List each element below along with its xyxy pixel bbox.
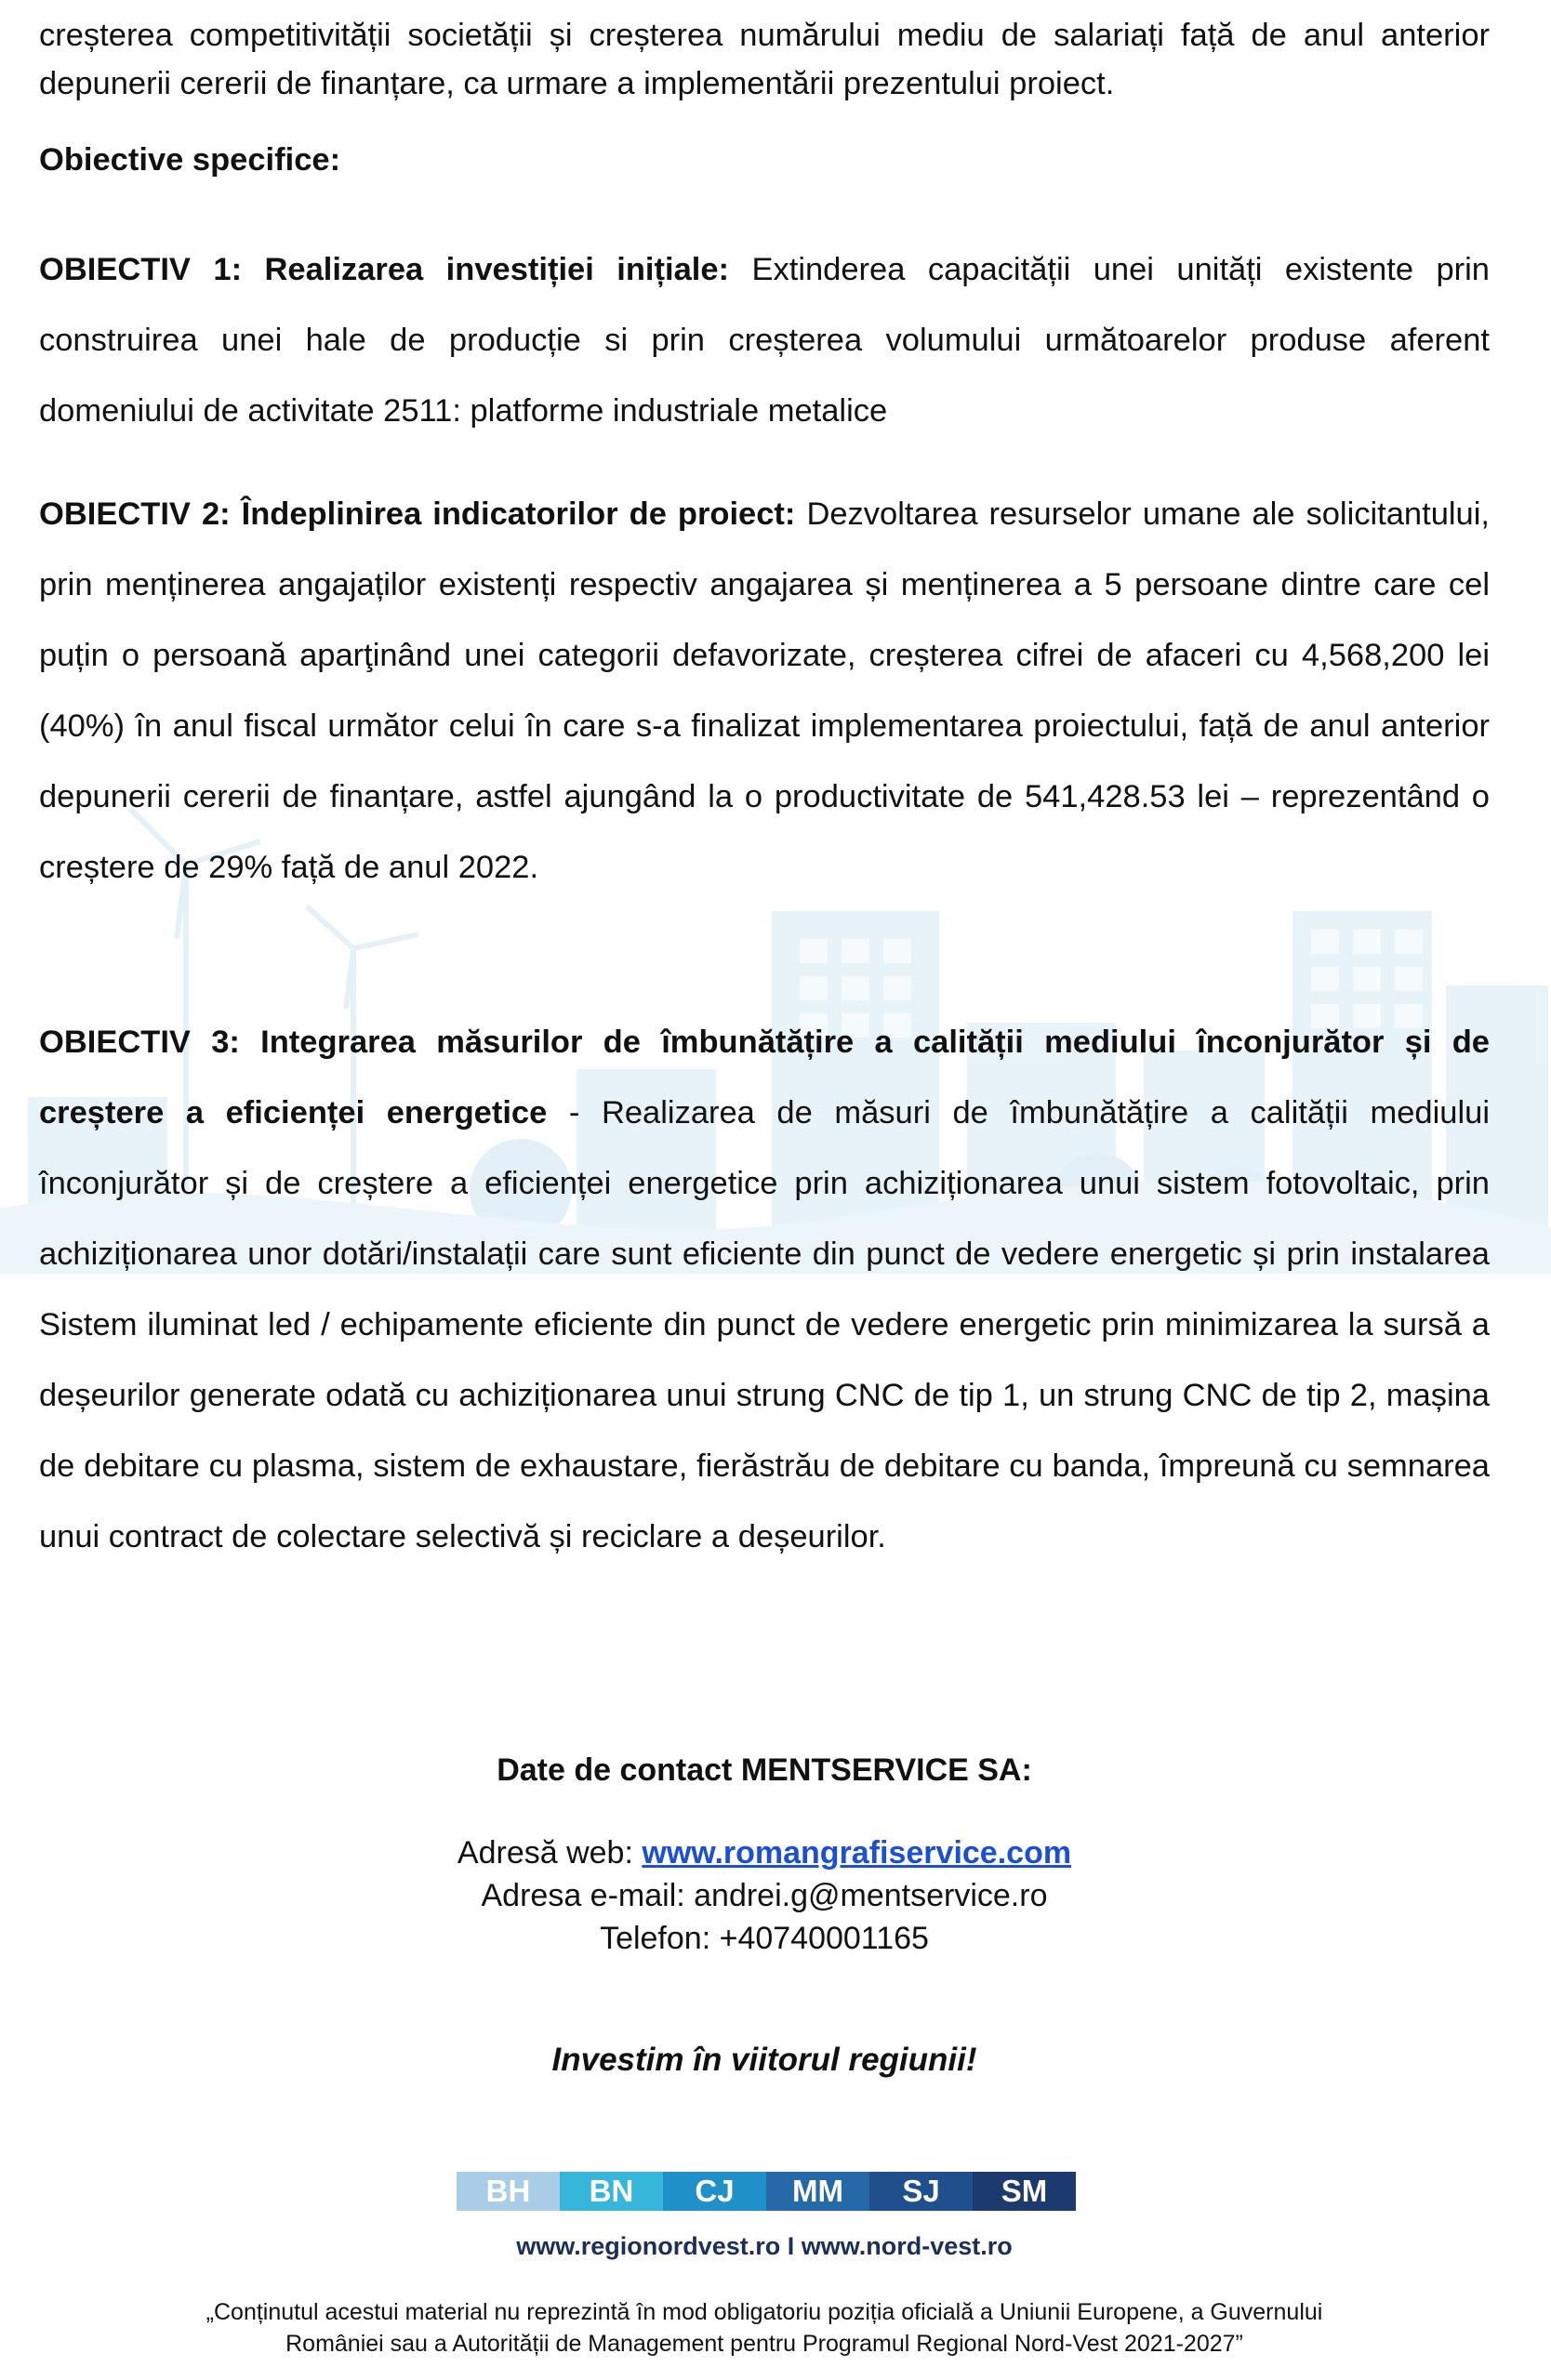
slogan: Investim în viitorul regiunii! (551, 2042, 977, 2078)
disclaimer (95, 2296, 1434, 2360)
objective-1-text: Extinderea capacității unei unități existente prin construirea unei hale de producție si prin creșterea volumului următoarelor produse aferent domeniului de activitate 2511: platforme industriale metalice (39, 252, 1490, 429)
disclaimer-line-1: „Conținutul acestui material nu reprezintă în mod obligatoriu poziția oficială a Uniunii Europene, a Guvernului (205, 2299, 1323, 2325)
region-websites: www.regionordvest.ro I www.nord-vest.ro (516, 2232, 1013, 2260)
region-badge-mm: MM (766, 2172, 869, 2211)
objective-2-title: OBIECTIV 2: Îndeplinirea indicatorilor de proiect: (39, 496, 796, 532)
contact-phone-line: Telefon: +40740001165 (600, 1921, 929, 1956)
contact-web-line (39, 1835, 1490, 1871)
region-badge-bn: BN (560, 2172, 663, 2211)
region-badge-cj: CJ (663, 2172, 766, 2211)
region-code-bar (457, 2172, 1076, 2211)
disclaimer-line-2: României sau a Autorității de Management pentru Programul Regional Nord-Vest 2021-2027” (285, 2331, 1243, 2357)
region-badge-sm: SM (973, 2172, 1076, 2211)
contact-title: Date de contact MENTSERVICE SA: (497, 1752, 1032, 1788)
contact-web-label: Adresă web: (457, 1835, 633, 1871)
objective-3-title: OBIECTIV 3: Integrarea măsurilor de îmbunătățire a calității mediului înconjurător și de creștere a eficienței energetice (39, 1025, 1490, 1130)
specific-objectives-heading: Obiective specifice: (39, 142, 341, 178)
objective-3-text: - Realizarea de măsuri de îmbunătățire a calității mediului înconjurător și de creștere a eficienței energetice prin achiziționarea unui sistem fotovoltaic, prin achiziționarea unor dotări/instalații care sunt eficiente din punct de vedere energetic și prin instalarea Sistem iluminat led / echipamente eficiente din punct de vedere energetic prin minimizarea la sursă a deșeurilor generate odată cu achiziționarea unui strung CNC de tip 1, un strung CNC de tip 2, mașina de debitare cu plasma, sistem de exhaustare, fierăstrău de debitare cu banda, împreună cu semnarea unui contract de colectare selectivă și reciclare a deșeurilor. (39, 1095, 1490, 1554)
contact-web-link[interactable]: www.romangrafiservice.com (642, 1835, 1072, 1871)
objective-2-text: Dezvoltarea resurselor umane ale solicitantului, prin menținerea angajaților existenți respectiv angajarea și menținerea a 5 persoane dintre care cel puțin o persoană aparţinând unei categorii defavorizate, creșterea cifrei de afaceri cu 4,568,200 lei (40%) în anul fiscal următor celui în care s-a finalizat implementarea proiectului, față de anul anterior depunerii cererii de finanțare, astfel ajungând la o productivitate de 541,428.53 lei – reprezentând o creștere de 29% față de anul 2022. (39, 496, 1490, 885)
objective-1-title: OBIECTIV 1: Realizarea investiției inițiale: (39, 252, 730, 287)
objective-3 (39, 1007, 1490, 1572)
contact-email-line: Adresa e-mail: andrei.g@mentservice.ro (481, 1878, 1048, 1913)
region-badge-bh: BH (457, 2172, 560, 2211)
objective-2 (39, 479, 1490, 903)
objective-1 (39, 234, 1490, 446)
intro-paragraph: creșterea competitivității societății și creșterea numărului mediu de salariați față de anul anterior depunerii cererii de finanțare, ca urmare a implementării prezentului proiect. (39, 18, 1490, 101)
region-badge-sj: SJ (869, 2172, 973, 2211)
